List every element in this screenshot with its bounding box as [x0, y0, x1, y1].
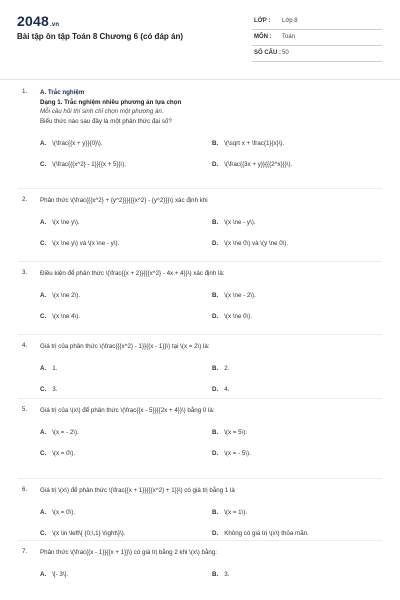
- answer-option[interactable]: [212, 386, 229, 393]
- question-text: Giá trị của phân thức \(\frac{{{x^2} - 1}}{{x - 1}}\) tại \(x = 2\) là:: [40, 343, 210, 350]
- option-label: C.: [40, 240, 47, 247]
- option-label: B.: [212, 571, 219, 578]
- instruction-text: Mỗi câu hỏi thí sinh chỉ chọn một phương án.: [40, 108, 164, 115]
- meta-key: SỐ CÂU :: [254, 50, 281, 56]
- option-label: C.: [40, 160, 47, 168]
- option-text: 3.: [52, 386, 58, 393]
- option-label: B.: [212, 219, 219, 226]
- meta-value: Toán: [282, 34, 296, 40]
- logo-suffix: .vn: [49, 22, 60, 28]
- question-body: [40, 486, 385, 496]
- question-body: [40, 406, 385, 416]
- answer-option[interactable]: [212, 219, 255, 226]
- answer-option[interactable]: [212, 530, 309, 537]
- question-body: [40, 269, 385, 279]
- question-body: [40, 88, 385, 126]
- question-text: Giá trị \(x\) để phân thức \(\frac{{x + 1}}{{{x^2} + 1}}\) có giá trị bằng 1 là: [40, 487, 235, 494]
- option-label: C.: [40, 386, 47, 393]
- option-label: A.: [40, 429, 47, 436]
- answer-option[interactable]: [40, 509, 75, 516]
- question-number: 7.: [22, 548, 28, 555]
- option-label: A.: [40, 139, 47, 147]
- answer-option[interactable]: [212, 161, 292, 168]
- answer-option[interactable]: [212, 365, 229, 372]
- question-divider: [18, 540, 382, 541]
- question-number: 6.: [22, 486, 28, 493]
- option-label: D.: [212, 386, 219, 393]
- logo-text: 2048: [17, 13, 49, 29]
- question-text: Giá trị của \(x\) để phân thức \(\frac{{x - 5}}{{2x + 4}}\) bằng 0 là:: [40, 407, 215, 414]
- option-text: \(x = 0\).: [52, 450, 76, 457]
- question-body: [40, 196, 385, 206]
- option-label: C.: [40, 530, 47, 537]
- option-text: \(x \ne 2\).: [52, 292, 81, 299]
- header: [0, 0, 400, 76]
- meta-value: 50: [282, 50, 289, 56]
- option-text: 2.: [224, 365, 230, 372]
- option-label: D.: [212, 530, 219, 537]
- option-label: A.: [40, 571, 47, 578]
- meta-row-class: [252, 15, 382, 30]
- option-text: \(\frac{{{x^2} - 1}}{{x + 5}}\).: [52, 160, 127, 168]
- option-label: D.: [212, 450, 219, 457]
- option-label: C.: [40, 313, 47, 320]
- meta-key: LỚP :: [254, 18, 271, 24]
- answer-option[interactable]: [40, 292, 80, 299]
- meta-row-subject: [252, 31, 382, 46]
- option-text: \(x \ne - 2\).: [224, 292, 256, 299]
- subsection-title: Dạng 1. Trắc nghiệm nhiều phương án lựa chọn: [40, 98, 182, 106]
- meta-key: MÔN :: [254, 34, 272, 40]
- question-body: [40, 342, 385, 352]
- option-text: \[- 3\].: [52, 571, 69, 578]
- question-divider: [18, 261, 382, 262]
- answer-option[interactable]: [40, 365, 57, 372]
- answer-option[interactable]: [40, 450, 75, 457]
- document-meta: [252, 15, 382, 63]
- answer-option[interactable]: [40, 530, 125, 537]
- meta-row-count: [252, 47, 382, 62]
- question-text: Phân thức \(\frac{{{x^2} + {y^2}}}{{{x^2} - {y^2}}}\) xác định khi: [40, 197, 208, 204]
- option-label: A.: [40, 365, 47, 372]
- answer-option[interactable]: [212, 509, 247, 516]
- question-number: 5.: [22, 406, 28, 413]
- option-label: A.: [40, 292, 47, 299]
- option-label: A.: [40, 219, 47, 226]
- option-text: 3.: [224, 571, 230, 578]
- option-text: \(\frac{{3x + y}}{{{2^x}}}\).: [224, 160, 293, 168]
- meta-value: Lớp 8: [282, 18, 298, 24]
- option-text: \(x = - 5\).: [224, 450, 251, 457]
- answer-option[interactable]: [212, 313, 252, 320]
- option-text: \(x = 5\).: [224, 429, 248, 436]
- option-text: \(x \ne y\).: [52, 219, 80, 226]
- option-text: 4.: [224, 386, 230, 393]
- answer-option[interactable]: [212, 292, 256, 299]
- question-divider: [18, 188, 382, 189]
- option-text: \(x = - 2\).: [52, 429, 79, 436]
- option-label: B.: [212, 139, 219, 147]
- site-logo[interactable]: [17, 13, 59, 29]
- option-label: C.: [40, 450, 47, 457]
- document-title: Bài tập ôn tập Toán 8 Chương 6 (có đáp án): [17, 32, 184, 41]
- option-label: B.: [212, 509, 219, 516]
- option-text: \(x \in \left\{ {0;\,1} \right\}\).: [52, 530, 126, 537]
- answer-option[interactable]: [212, 240, 288, 247]
- question-text: Phân thức \(\frac{{x - 1}}{{x + 1}}\) có giá trị bằng 2 khi \(x\) bằng:: [40, 549, 217, 556]
- answer-option[interactable]: [40, 140, 103, 147]
- answer-option[interactable]: [40, 313, 80, 320]
- option-text: \(\sqrt x + \frac{1}{x}\).: [224, 139, 285, 147]
- option-text: \(x \ne y\) và \(x \ne - y\).: [52, 240, 120, 247]
- option-text: \(x \ne 0\) và \(y \ne 0\).: [224, 240, 289, 247]
- question-divider: [18, 478, 382, 479]
- option-label: D.: [212, 313, 219, 320]
- answer-option[interactable]: [40, 386, 57, 393]
- answer-option[interactable]: [40, 571, 68, 578]
- option-text: \(x \ne 0\).: [224, 313, 253, 320]
- option-label: D.: [212, 160, 219, 168]
- answer-option[interactable]: [40, 219, 80, 226]
- option-label: B.: [212, 292, 219, 299]
- option-text: \(x = 1\).: [224, 509, 248, 516]
- answer-option[interactable]: [40, 161, 126, 168]
- option-text: Không có giá trị \(x\) thỏa mãn.: [224, 530, 309, 537]
- option-label: B.: [212, 365, 219, 372]
- option-text: \(x \ne 4\).: [52, 313, 81, 320]
- question-divider: [18, 334, 382, 335]
- answer-option[interactable]: [212, 429, 247, 436]
- answer-option[interactable]: [212, 571, 229, 578]
- option-label: B.: [212, 429, 219, 436]
- answer-option[interactable]: [40, 429, 79, 436]
- answer-option[interactable]: [212, 140, 284, 147]
- header-divider: [0, 79, 400, 80]
- option-text: \(\frac{{x + y}}{0}\).: [52, 139, 103, 147]
- question-text: Điều kiện để phân thức \(\frac{{x + 2}}{{{x^2} - 4x + 4}}\) xác định là:: [40, 270, 225, 277]
- option-text: \(x = 0\).: [52, 509, 76, 516]
- answer-option[interactable]: [40, 240, 119, 247]
- option-text: \(x \ne - y\).: [224, 219, 256, 226]
- question-text: Biểu thức nào sau đây là một phân thức đại số?: [40, 117, 172, 125]
- section-title: A. Trắc nghiệm: [40, 89, 85, 96]
- question-body: [40, 548, 385, 558]
- option-label: D.: [212, 240, 219, 247]
- question-number: 3.: [22, 269, 28, 276]
- option-text: 1.: [52, 365, 58, 372]
- question-number: 4.: [22, 342, 28, 349]
- answer-option[interactable]: [212, 450, 251, 457]
- question-number: 1.: [22, 88, 28, 95]
- question-number: 2.: [22, 196, 28, 203]
- option-label: A.: [40, 509, 47, 516]
- question-divider: [18, 398, 382, 399]
